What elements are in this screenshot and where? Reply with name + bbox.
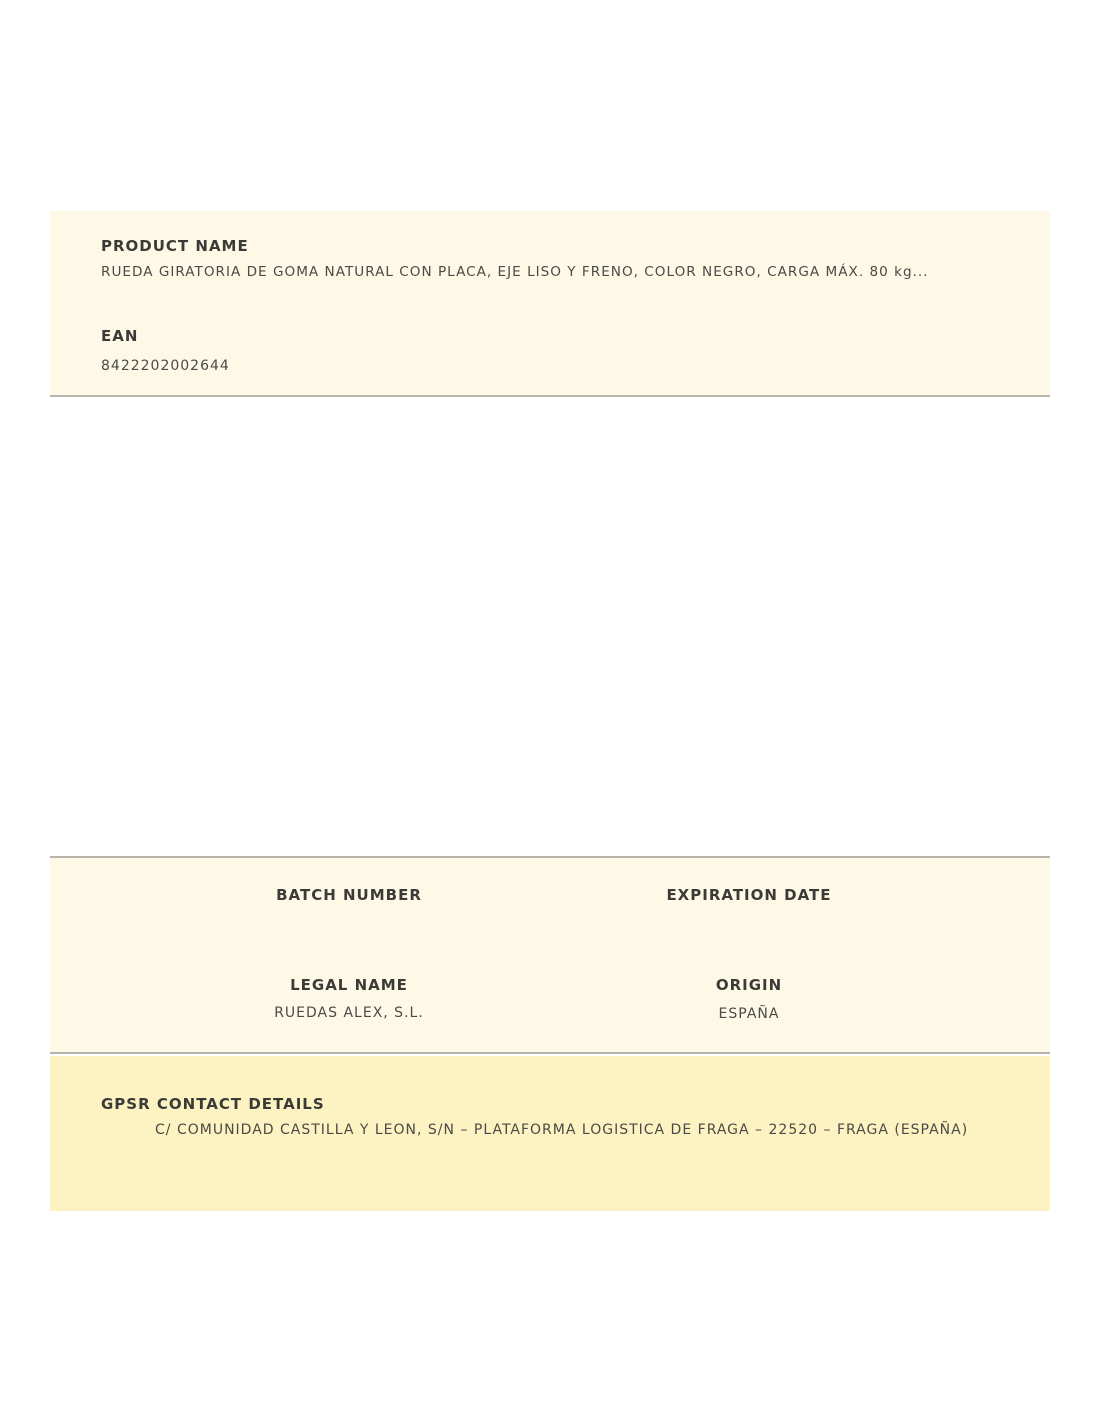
legal-name-label: LEGAL NAME — [290, 976, 408, 994]
origin-label: ORIGIN — [715, 976, 783, 994]
batch-number-label: BATCH NUMBER — [276, 886, 422, 904]
product-name-value: RUEDA GIRATORIA DE GOMA NATURAL CON PLACA, EJE LISO Y FRENO, COLOR NEGRO, CARGA MÁX. 80 kg... — [101, 264, 929, 280]
ean-value: 8422202002644 — [101, 358, 230, 374]
product-name-label: PRODUCT NAME — [101, 237, 249, 255]
gpsr-contact-label: GPSR CONTACT DETAILS — [101, 1095, 325, 1113]
legal-name-value: RUEDAS ALEX, S.L. — [274, 1005, 424, 1021]
product-info-panel — [50, 211, 1050, 397]
gpsr-contact-address: C/ COMUNIDAD CASTILLA Y LEON, S/N – PLATAFORMA LOGISTICA DE FRAGA – 22520 – FRAGA (ESPAÑA) — [155, 1122, 969, 1138]
origin-value: ESPAÑA — [718, 1006, 780, 1022]
expiration-date-label: EXPIRATION DATE — [666, 886, 832, 904]
gpsr-contact-panel — [50, 1056, 1050, 1211]
ean-label: EAN — [101, 327, 139, 345]
batch-details-panel — [50, 856, 1050, 1054]
